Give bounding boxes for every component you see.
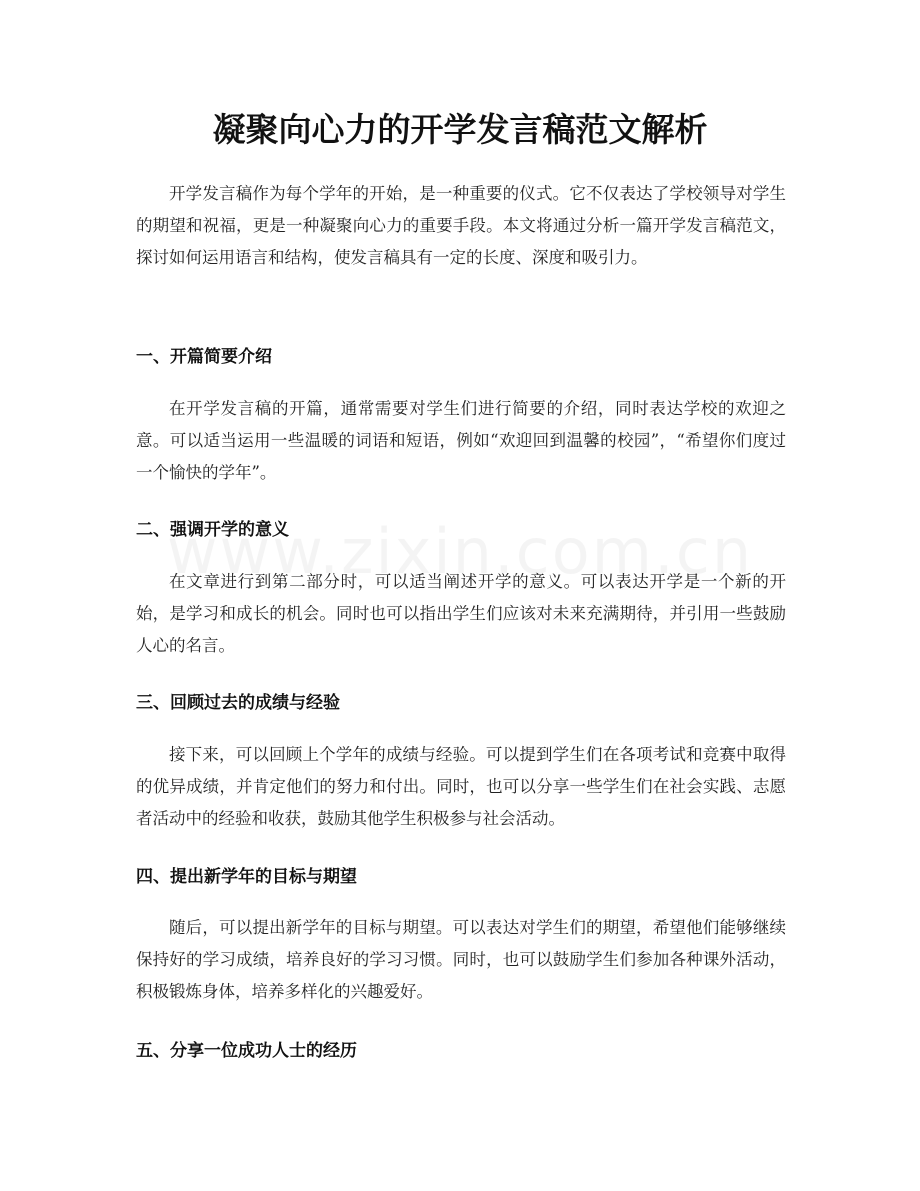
section-body-3: 接下来，可以回顾上个学年的成绩与经验。可以提到学生们在各项考试和竞赛中取得的优异成绩，并肯定他们的努力和付出。同时，也可以分享一些学生们在社会实践、志愿者活动中的经验和收获，鼓励其他学生积极参与社会活动。 <box>136 745 786 828</box>
section-heading-3: 三、回顾过去的成绩与经验 <box>136 693 340 713</box>
document-title: 凝聚向心力的开学发言稿范文解析 <box>212 110 708 149</box>
section-body-1: 在开学发言稿的开篇，通常需要对学生们进行简要的介绍，同时表达学校的欢迎之意。可以适当运用一些温暖的词语和短语，例如“欢迎回到温馨的校园”，“希望你们度过一个愉快的学年”。 <box>136 399 786 482</box>
section-heading-5: 五、分享一位成功人士的经历 <box>136 1041 357 1061</box>
section-body-2: 在文章进行到第二部分时，可以适当阐述开学的意义。可以表达开学是一个新的开始，是学习和成长的机会。同时也可以指出学生们应该对未来充满期待，并引用一些鼓励人心的名言。 <box>136 572 786 655</box>
section-heading-1: 一、开篇简要介绍 <box>136 347 272 367</box>
section-body-4: 随后，可以提出新学年的目标与期望。可以表达对学生们的期望，希望他们能够继续保持好的学习成绩，培养良好的学习习惯。同时，也可以鼓励学生们参加各种课外活动，积极锻炼身体，培养多样化的兴趣爱好。 <box>136 918 786 1001</box>
section-heading-2: 二、强调开学的意义 <box>136 520 289 540</box>
intro-paragraph: 开学发言稿作为每个学年的开始，是一种重要的仪式。它不仅表达了学校领导对学生的期望和祝福，更是一种凝聚向心力的重要手段。本文将通过分析一篇开学发言稿范文，探讨如何运用语言和结构，使发言稿具有一定的长度、深度和吸引力。 <box>136 184 786 267</box>
section-heading-4: 四、提出新学年的目标与期望 <box>136 867 357 887</box>
